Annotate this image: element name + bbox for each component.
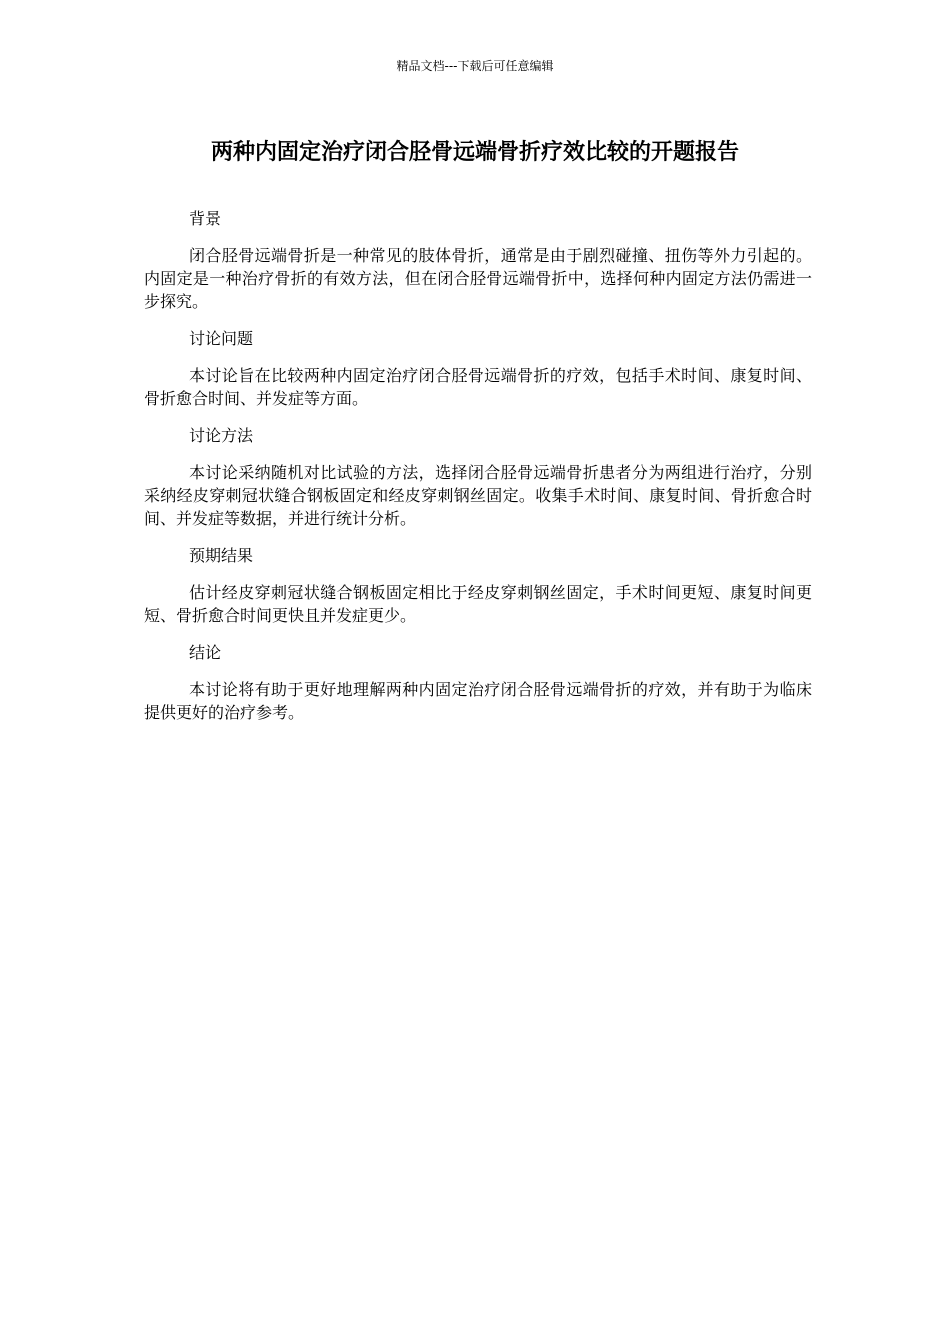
section-body-expected-results: 估计经皮穿刺冠状缝合钢板固定相比于经皮穿刺钢丝固定，手术时间更短、康复时间更短、骨折愈合时间更快且并发症更少。 [144, 583, 812, 625]
document-body [144, 207, 812, 738]
document-title: 两种内固定治疗闭合胫骨远端骨折疗效比较的开题报告 [210, 140, 739, 165]
section-heading-background: 背景 [189, 209, 222, 228]
section-body-research-method: 本讨论采纳随机对比试验的方法，选择闭合胫骨远端骨折患者分为两组进行治疗，分别采纳经皮穿刺冠状缝合钢板固定和经皮穿刺钢丝固定。收集手术时间、康复时间、骨折愈合时间、并发症等数据，并进行统计分析。 [144, 463, 812, 528]
section-heading-expected-results: 预期结果 [189, 546, 254, 565]
section-heading-research-question: 讨论问题 [189, 329, 254, 348]
section-heading-conclusion: 结论 [189, 643, 222, 662]
page-header: 精品文档---下载后可任意编辑 [396, 59, 554, 73]
section-body-background: 闭合胫骨远端骨折是一种常见的肢体骨折，通常是由于剧烈碰撞、扭伤等外力引起的。内固定是一种治疗骨折的有效方法，但在闭合胫骨远端骨折中，选择何种内固定方法仍需进一步探究。 [144, 246, 812, 311]
section-body-conclusion: 本讨论将有助于更好地理解两种内固定治疗闭合胫骨远端骨折的疗效，并有助于为临床提供更好的治疗参考。 [144, 680, 812, 722]
section-heading-research-method: 讨论方法 [189, 426, 254, 445]
section-body-research-question: 本讨论旨在比较两种内固定治疗闭合胫骨远端骨折的疗效，包括手术时间、康复时间、骨折愈合时间、并发症等方面。 [144, 366, 812, 408]
